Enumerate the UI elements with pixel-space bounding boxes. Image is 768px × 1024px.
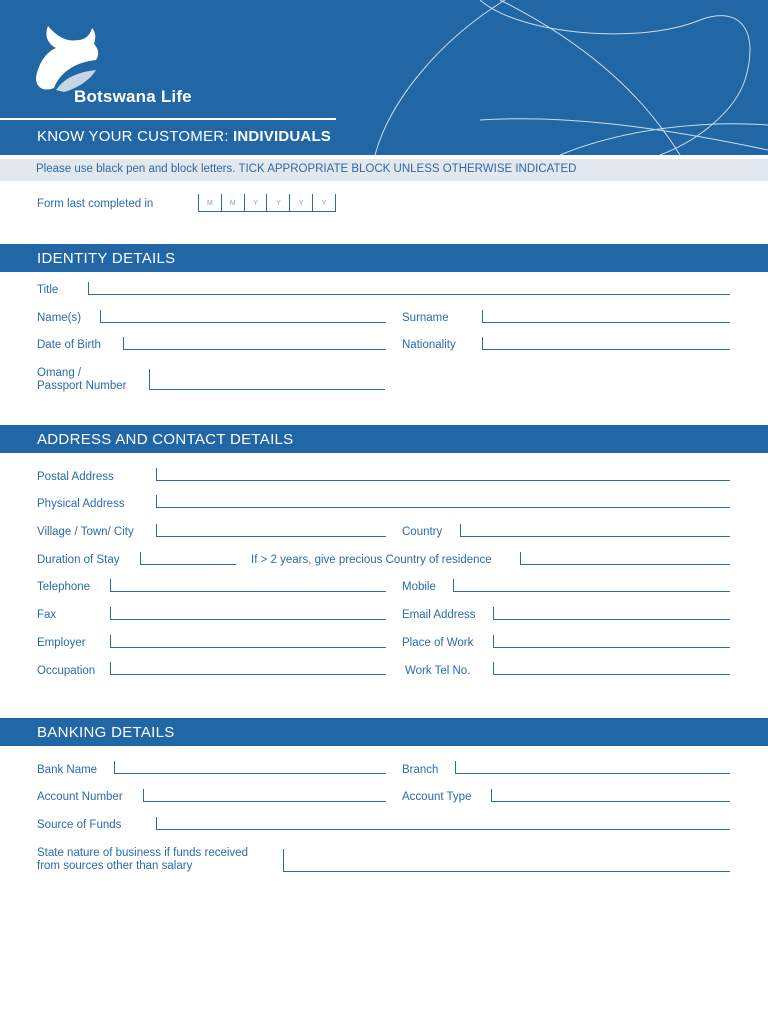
email-label: Email Address — [402, 609, 476, 621]
instruction-bar — [0, 159, 768, 181]
account-type-label: Account Type — [402, 791, 472, 803]
fax-label: Fax — [37, 609, 57, 621]
instruction-text: Please use black pen and block letters. TICK APPROPRIATE BLOCK UNLESS OTHERWISE INDICATED — [36, 163, 577, 175]
section-address-contact — [0, 425, 768, 453]
physical-address-label: Physical Address — [37, 498, 125, 510]
section-heading: IDENTITY DETAILS — [37, 250, 176, 267]
names-label: Name(s) — [37, 312, 82, 324]
nature-of-business-label-line1: State nature of business if funds received — [37, 847, 248, 859]
duration-field[interactable] — [140, 552, 236, 565]
place-of-work-label: Place of Work — [402, 637, 474, 649]
nature-of-business-field[interactable] — [283, 849, 730, 872]
employer-label: Employer — [37, 637, 86, 649]
postal-address-label: Postal Address — [37, 471, 114, 483]
date-box-year-3[interactable]: Y — [290, 194, 313, 211]
nationality-label: Nationality — [402, 339, 456, 351]
page-title — [37, 128, 331, 145]
occupation-field[interactable] — [110, 662, 386, 675]
nature-of-business-label-line2: from sources other than salary — [37, 860, 193, 872]
names-field[interactable] — [100, 310, 386, 323]
telephone-field[interactable] — [110, 579, 386, 592]
omang-label-line1: Omang / — [37, 367, 82, 379]
dob-field[interactable] — [123, 337, 386, 350]
village-field[interactable] — [156, 524, 386, 537]
mobile-label: Mobile — [402, 581, 436, 593]
date-box-year-1[interactable]: Y — [245, 194, 268, 211]
brand-name: Botswana Life — [74, 87, 192, 106]
account-number-label: Account Number — [37, 791, 123, 803]
telephone-label: Telephone — [37, 581, 91, 593]
mobile-field[interactable] — [453, 579, 730, 592]
village-label: Village / Town/ City — [37, 526, 134, 538]
title-label: Title — [37, 284, 59, 296]
date-box-year-2[interactable]: Y — [267, 194, 290, 211]
title-field[interactable] — [88, 282, 730, 295]
account-number-field[interactable] — [143, 789, 386, 802]
source-of-funds-label: Source of Funds — [37, 819, 122, 831]
branch-label: Branch — [402, 764, 439, 776]
work-tel-label: Work Tel No. — [405, 665, 471, 677]
surname-field[interactable] — [482, 310, 730, 323]
title-prefix: KNOW YOUR CUSTOMER: — [37, 128, 233, 145]
date-box-month-1[interactable]: M — [199, 194, 222, 211]
form-date-label: Form last completed in — [37, 198, 154, 210]
section-banking-details — [0, 718, 768, 746]
form-date-boxes[interactable] — [198, 194, 336, 212]
email-field[interactable] — [493, 607, 730, 620]
date-box-month-2[interactable]: M — [222, 194, 245, 211]
bank-name-label: Bank Name — [37, 764, 98, 776]
section-heading: BANKING DETAILS — [37, 724, 175, 741]
source-of-funds-field[interactable] — [156, 817, 730, 830]
account-type-field[interactable] — [491, 789, 730, 802]
date-box-year-4[interactable]: Y — [321, 200, 327, 207]
omang-passport-field[interactable] — [149, 369, 385, 390]
nationality-field[interactable] — [482, 337, 730, 350]
header-banner — [0, 0, 768, 155]
place-of-work-field[interactable] — [493, 635, 730, 648]
header-divider — [0, 118, 336, 120]
occupation-label: Occupation — [37, 665, 96, 677]
surname-label: Surname — [402, 312, 449, 324]
title-bold: INDIVIDUALS — [232, 128, 332, 145]
fax-field[interactable] — [110, 607, 386, 620]
section-heading: ADDRESS AND CONTACT DETAILS — [37, 431, 294, 448]
dob-label: Date of Birth — [37, 339, 101, 351]
previous-country-label: If > 2 years, give precious Country of residence — [251, 554, 492, 566]
section-identity-details — [0, 244, 768, 272]
physical-address-field[interactable] — [156, 495, 730, 508]
previous-country-field[interactable] — [520, 552, 730, 565]
work-tel-field[interactable] — [493, 662, 730, 675]
country-label: Country — [402, 526, 443, 538]
country-field[interactable] — [460, 524, 730, 537]
employer-field[interactable] — [110, 635, 386, 648]
branch-field[interactable] — [455, 761, 730, 774]
omang-label-line2: Passport Number — [37, 380, 127, 392]
duration-label: Duration of Stay — [37, 554, 120, 566]
bank-name-field[interactable] — [114, 761, 386, 774]
postal-address-field[interactable] — [156, 468, 730, 481]
